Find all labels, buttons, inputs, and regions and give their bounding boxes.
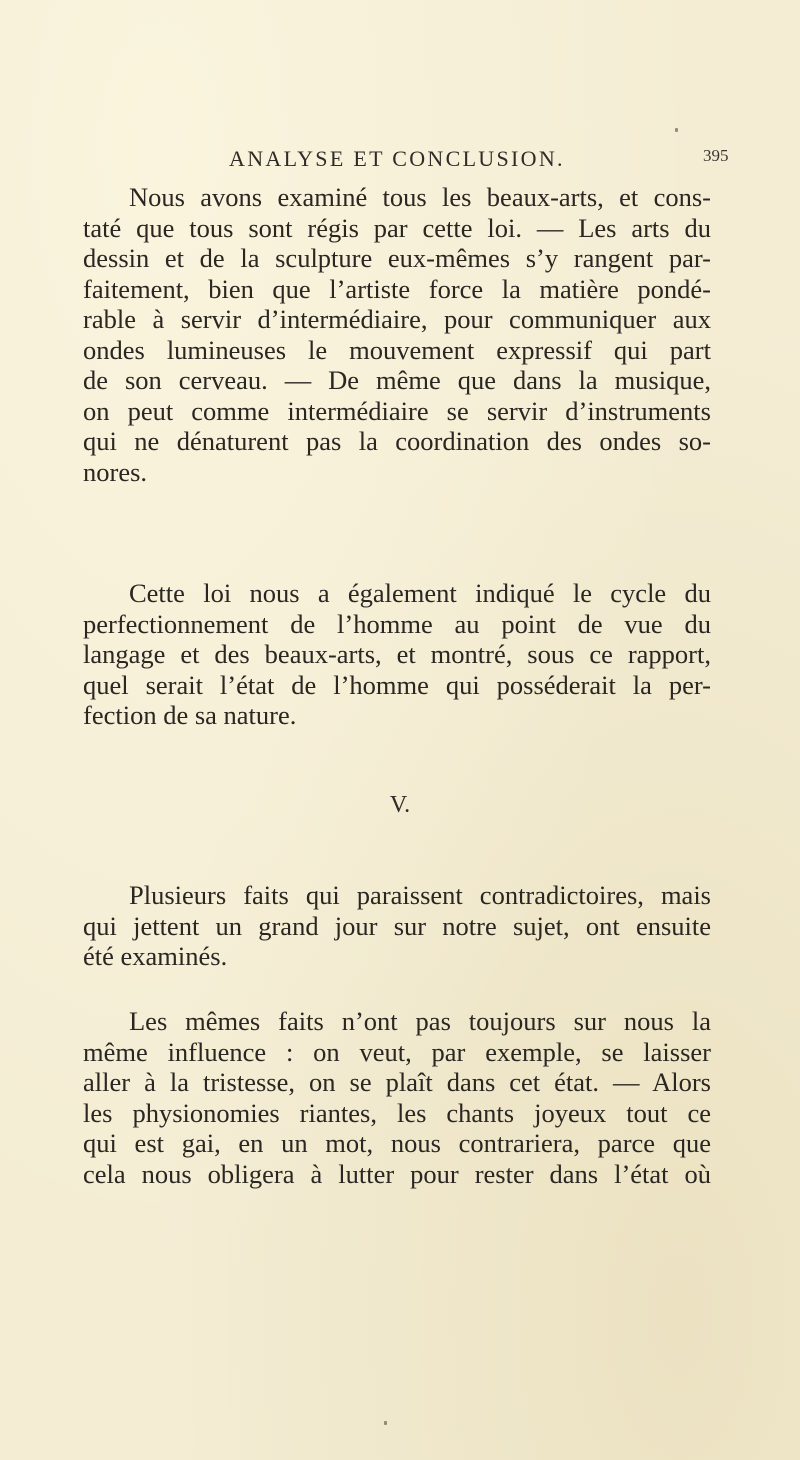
text-line: dessin et de la sculpture eux-mêmes s’y rangent par- (83, 243, 711, 273)
text-line: aller à la tristesse, on se plaît dans cet état. — Alors (83, 1067, 711, 1097)
text-line: Les mêmes faits n’ont pas toujours sur nous la (129, 1006, 711, 1036)
text-line: cela nous obligera à lutter pour rester dans l’état où (83, 1158, 711, 1189)
running-head-title: ANALYSE ET CONCLUSION. (229, 146, 565, 171)
text-line: qui est gai, en un mot, nous contrariera, parce que (83, 1128, 711, 1158)
text-line: de son cerveau. — De même que dans la musique, (83, 365, 711, 395)
text-line: Cette loi nous a également indiqué le cycle du (129, 578, 711, 608)
paragraph-2 (83, 578, 711, 731)
text-line: nores. (83, 456, 148, 487)
paper-speck (384, 1421, 387, 1425)
section-number: V. (389, 792, 411, 818)
paragraph-3 (83, 880, 711, 972)
text-line: ondes lumineuses le mouvement expressif qui part (83, 334, 711, 365)
text-line: quel serait l’état de l’homme qui posséderait la per- (83, 669, 711, 700)
text-line: été examinés. (83, 941, 228, 971)
text-line: taté que tous sont régis par cette loi. — Les arts du (83, 212, 711, 243)
text-line: les physionomies riantes, les chants joyeux tout ce (83, 1097, 711, 1128)
text-line: langage et des beaux-arts, et montré, sous ce rapport, (83, 639, 711, 669)
paragraph-4 (83, 1006, 711, 1189)
text-line: qui ne dénaturent pas la coordination des ondes so- (83, 426, 711, 456)
paragraph-1 (83, 182, 711, 487)
text-line: qui jettent un grand jour sur notre sujet, ont ensuite (83, 910, 711, 941)
text-line: Nous avons examiné tous les beaux-arts, et cons- (129, 182, 711, 212)
paper-speck (675, 128, 678, 132)
text-line: on peut comme intermédiaire se servir d’instruments (83, 395, 711, 426)
text-line: perfectionnement de l’homme au point de vue du (83, 608, 711, 639)
text-line: Plusieurs faits qui paraissent contradictoires, mais (129, 880, 711, 910)
page-number: 395 (703, 146, 729, 165)
text-line: même influence : on veut, par exemple, se laisser (83, 1036, 711, 1067)
text-line: fection de sa nature. (83, 700, 297, 730)
text-line: faitement, bien que l’artiste force la matière pondé- (83, 273, 711, 304)
text-line: rable à servir d’intermédiaire, pour communiquer aux (83, 304, 711, 334)
